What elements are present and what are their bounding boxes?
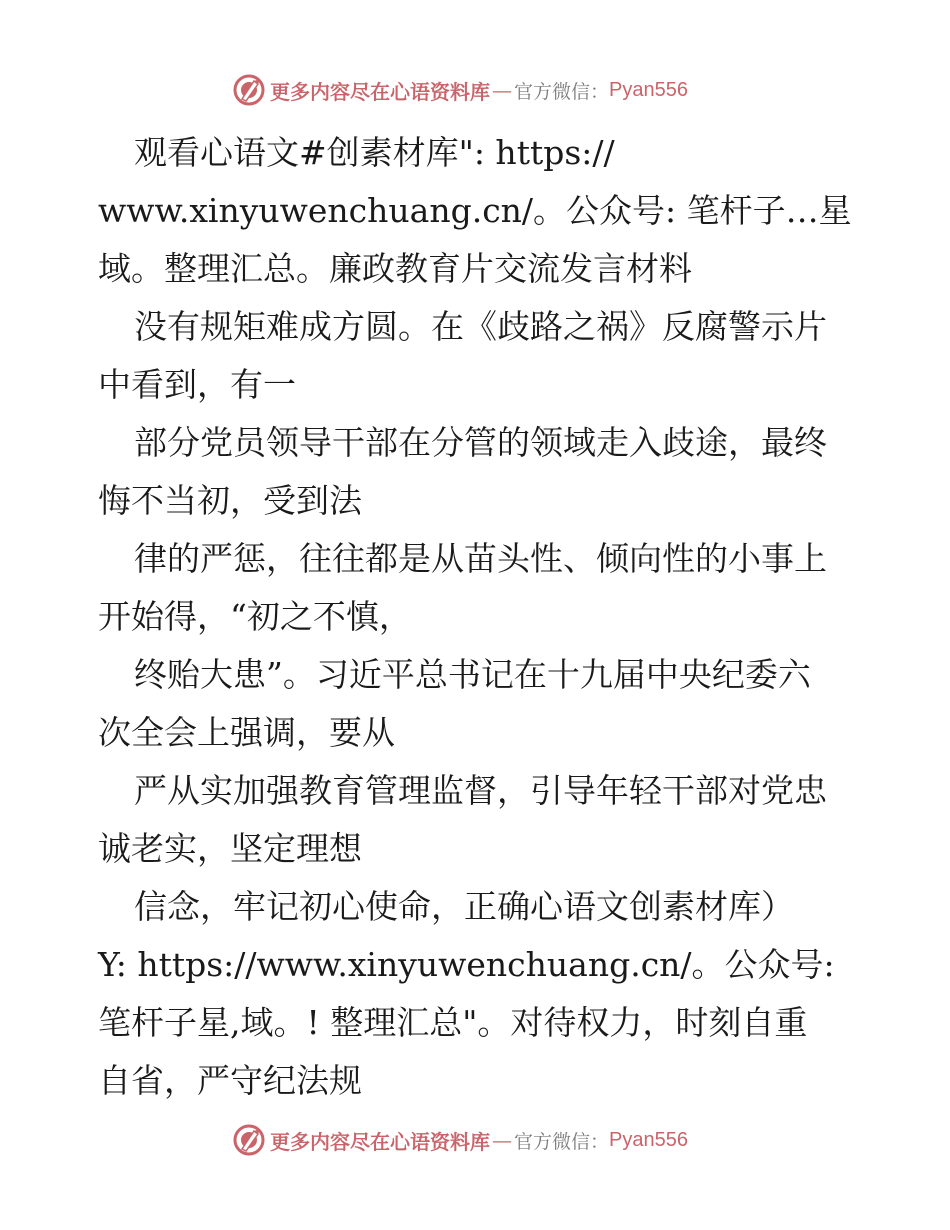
header-banner <box>232 70 752 110</box>
text-line: 中看到，有一 <box>98 365 296 404</box>
pen-logo-icon <box>232 1123 266 1157</box>
banner-sub-text: 官方微信： <box>514 1130 610 1153</box>
footer-banner <box>232 1120 752 1160</box>
banner-sub-text: 官方微信： <box>514 80 610 103</box>
banner-wechat-id: Pyan556 <box>609 78 688 101</box>
banner-main-text: 更多内容尽在心语资料库 <box>270 79 490 104</box>
banner-separator: — <box>492 78 512 102</box>
text-line: 悔不当初，受到法 <box>98 481 362 520</box>
banner-separator: — <box>492 1128 512 1152</box>
pen-logo-icon <box>232 73 266 107</box>
text-line: 律的严惩，往往都是从苗头性、倾向性的小事上 <box>134 539 827 578</box>
text-line: 自省，严守纪法规 <box>98 1061 362 1100</box>
text-line: 开始得，“初之不慎， <box>98 597 412 636</box>
text-line: 严从实加强教育管理监督，引导年轻干部对党忠 <box>134 771 827 810</box>
text-line: www.xinyuwenchuang.cn/。公众号: 笔杆子…星 <box>98 191 852 230</box>
banner-main-text: 更多内容尽在心语资料库 <box>270 1129 490 1154</box>
text-line: 笔杆子星,域。! 整理汇总"。对待权力，时刻自重 <box>98 1003 808 1042</box>
text-line: 诚老实，坚定理想 <box>98 829 362 868</box>
text-line: 观看心语文#创素材库": https:// <box>134 133 615 172</box>
document-body <box>98 124 858 1110</box>
text-line: 次全会上强调，要从 <box>98 713 395 752</box>
text-line: 没有规矩难成方圆。在《歧路之祸》反腐警示片 <box>134 307 827 346</box>
text-line: 部分党员领导干部在分管的领域走入歧途，最终 <box>134 423 827 462</box>
text-line: Y: https://www.xinyuwenchuang.cn/。公众号: <box>98 945 835 984</box>
text-line: 终贻大患”。习近平总书记在十九届中央纪委六 <box>134 655 811 694</box>
text-line: 域。整理汇总。廉政教育片交流发言材料 <box>98 249 692 288</box>
text-line: 信念，牢记初心使命，正确心语文创素材库） <box>134 887 794 926</box>
banner-wechat-id: Pyan556 <box>609 1128 688 1151</box>
